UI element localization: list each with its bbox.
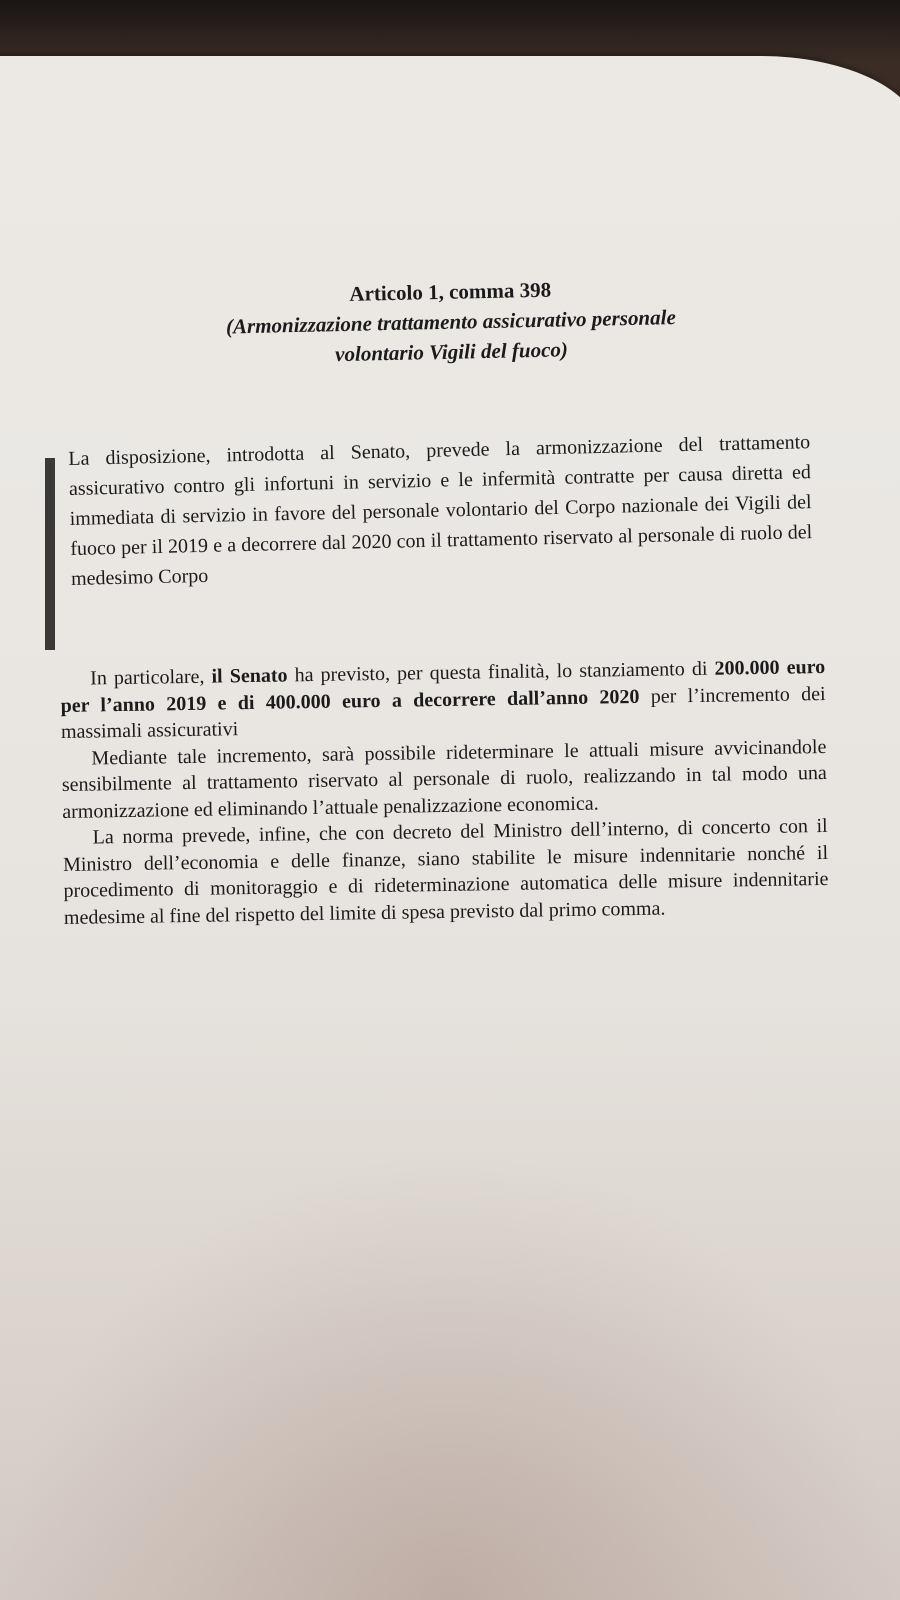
article-subtitle: (Armonizzazione trattamento assicurativo personale volontario Vigili del fuoco) bbox=[225, 305, 676, 367]
intro-paragraph bbox=[68, 427, 813, 594]
senate-emphasis: il Senato bbox=[211, 664, 288, 688]
sidebar-marker-bar bbox=[45, 458, 55, 650]
paragraph-funding bbox=[60, 654, 826, 746]
article-title: Articolo 1, comma 398 bbox=[349, 277, 552, 306]
paragraph-decree: La norma prevede, infine, che con decreto del Ministro dell’interno, di concerto con il Ministro dell’economia e delle finanze, siano stabilite le misure indennitarie nonché il procedimento di monitoraggio e di rideterminazione automatica delle misure indennitarie medesime al fine del rispetto del limite di spesa previsto dal primo comma. bbox=[62, 814, 829, 929]
funding-amounts-emphasis: 200.000 euro per l’anno 2019 e di 400.000 euro a decorrere dall’anno 2020 bbox=[60, 655, 826, 717]
body-section bbox=[60, 654, 829, 931]
paragraph-adjustment: Mediante tale incremento, sarà possibile rideterminare le attuali misure avvicinandole sensibilmente al trattamento riservato al personale di ruolo, realizzando in tal modo una armonizzazione ed eliminando l’attuale penalizzazione economica. bbox=[61, 735, 827, 823]
paragraph-funding-part-2: ha previsto, per questa finalità, lo stanziamento di bbox=[287, 657, 715, 687]
paragraph-funding-part-1: In particolare, bbox=[90, 665, 212, 690]
paragraph-funding-part-3: per l’incremento dei massimali assicurativi bbox=[60, 682, 826, 743]
article-heading bbox=[200, 272, 702, 372]
intro-text: La disposizione, introdotta al Senato, prevede la armonizzazione del trattamento assicurativo contro gli infortuni in servizio e le infermità contratte per causa diretta ed immediata di servizio in favore del personale volontario del Corpo nazionale dei Vigili del fuoco per il 2019 e a decorrere dal 2020 con il trattamento riservato al personale di ruolo del medesimo Corpo bbox=[68, 431, 813, 590]
